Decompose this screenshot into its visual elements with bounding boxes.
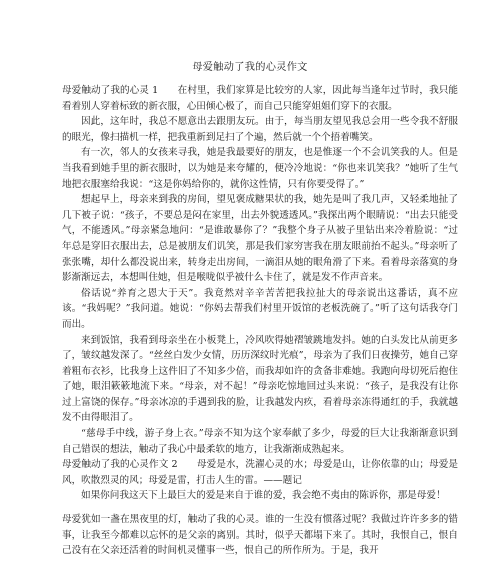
- paragraph: 如果你问我这天下上最巨大的爱是来自于谁的爱，我会绝不夷由的陈诉你，那是母爱！: [81, 490, 446, 502]
- paragraph: 来到饭馆，我看到母亲坐在小板凳上，冷风吹得她褶皱跳地发抖。她的白头发比从前更多了，皱纹越发深了。“丝丝白发少女情，历历深纹时光痕”，母亲为了我们日夜操劳，她自己穿着粗布衣衫，比我身上这件旧了不知多少倍，而我却如许的贪备非难她。我跑向母切死后抱住了她，眼泪簌簌地流下来。“母亲，对不起！”母亲吃惊地回过头来说：“孩子，是我没有让你过上富饶的保存。”母亲冰凉的手遇到我的脸，让我越发内疚，看着母亲冻得通红的手，我就越发不由得眼泪了。: [62, 334, 458, 424]
- paragraph: “慈母手中线，游子身上衣。”母亲不知为这个家奉献了多少，母爱的巨大让我渐渐意识到自己错误的想法，触动了我心中最柔软的地方，让我渐渐成熟起来。: [62, 428, 458, 455]
- paragraph: 俗话说“养育之恩大于天”。我竟然对辛辛苦苦把我拉扯大的母亲说出这番话，真不应该。“我妈呢？”我问道。她说：“你妈去帮我们村里开饭馆的老板洗碗了。”听了这句话我夺门而出。: [62, 287, 458, 330]
- document-body: [62, 83, 458, 559]
- paragraph: 母爱触动了我的心灵 1 在村里，我们家算是比较穷的人家，因此每当逢年过节时，我只能看着别人穿着标致的新衣服，心田倾心极了，而自己只能穿姐姐们穿下的衣服。: [62, 85, 458, 112]
- paragraph: 母爱犹如一盏在黑夜里的灯，触动了我的心灵。谁的一生没有惯落过呢？我做过许许多多的错事，让我至今都难以忘怀的是父亲的离别。其时，似乎天都塌下来了。其时，我恨自己，恨自己没有在父亲还活着的时间机灵懂事一些，恨自己的所作所为。于是，我开: [62, 514, 458, 557]
- paragraph: 因此，这年时，我总不愿意出去跟朋友玩。由于，每当朋友望见我总会用一些令我不舒服的眼光，像扫描机一样，把我重新到足扫了个遍，然后就一个个捂着嘴笑。: [62, 116, 458, 143]
- page-title: 母爱触动了我的心灵作文: [192, 62, 308, 73]
- paragraph: 母爱触动了我的心灵作文 2 母爱是水，洗濯心灵的水；母爱是山，让你依靠的山；母爱是风，吹散烈灵的风；母爱是雷，打击人生的雷。——题记: [62, 459, 458, 486]
- paragraph: 有一次，邻人的女孩来寻我，她是我最要好的朋友，也是惟逐一个不会讥笑我的人。但是当我看到她手里的新衣服时，以为她是来夸耀的，便冷冷地说：“你也来讥笑我？”她听了生气地把衣服塞给我说：“这是你妈给你的，就你这性情，只有你要受得了。”: [62, 147, 458, 190]
- paragraph: 想起早上，母亲来到我的房间，望见褒成糖果状的我，她先是叫了我几声，又轻柔地扯了几下被子说：“孩子，不要总是闷在家里，出去外貌透透风。”我探出两个眼睛说：“出去只能受气，不能透风。”母亲紧急地问：“是谁敢暴你了？”我整个身子从被子里钻出来冷着脸说：“过年总是穿旧衣服出去，总是被朋友们讥笑，那是我们家穷害我在朋友眼前抬不起头。”母亲听了张张嘴，却什么都没说出来，转身走出房间，一滴泪从她的眼角滑了下来。看着母亲落寞的身影渐渐远去，本想叫住她，但是喉咙似乎被什么卡住了，就是发不作声音来。: [62, 194, 458, 284]
